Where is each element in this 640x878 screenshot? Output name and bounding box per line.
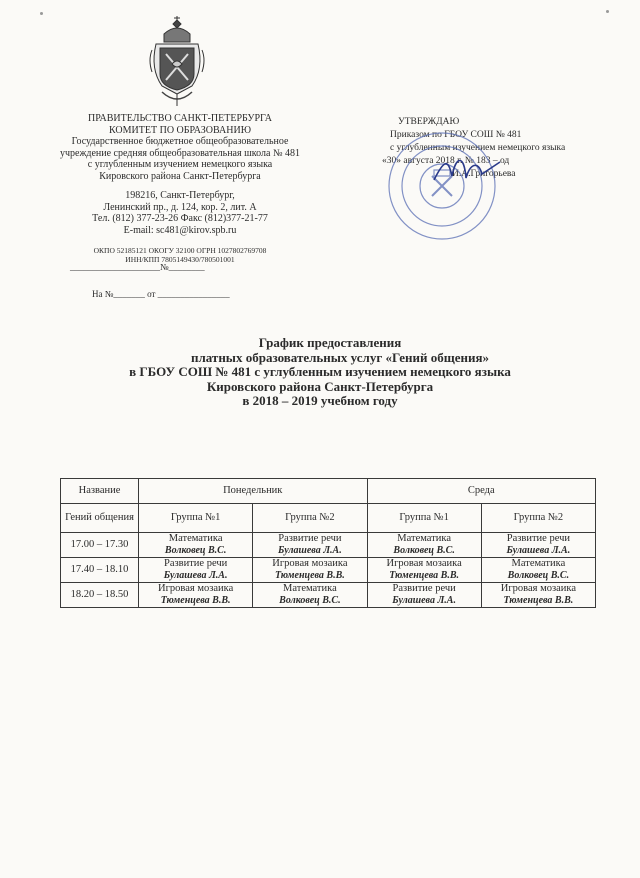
subject-label: Развитие речи	[506, 533, 571, 544]
organization-header	[30, 113, 330, 182]
table-header-row	[61, 479, 596, 504]
time-cell: 17.00 – 17.30	[61, 533, 139, 558]
lesson-cell	[253, 533, 367, 558]
day-header-wednesday: Среда	[367, 479, 596, 504]
lesson-cell	[481, 583, 595, 608]
approval-line: Приказом по ГБОУ СОШ № 481	[390, 130, 522, 140]
subject-label: Игровая мозаика	[272, 558, 348, 569]
approval-signatory: И.А.Григорьева	[452, 169, 516, 179]
title-line: платных образовательных услуг «Гений общения»	[190, 349, 490, 365]
lesson-cell	[253, 558, 367, 583]
time-cell: 17.40 – 18.10	[61, 558, 139, 583]
header-line: Кировского района Санкт-Петербурга	[99, 170, 261, 182]
service-name-cell: Гений общения	[61, 504, 139, 533]
table-row	[61, 583, 596, 608]
approval-heading: УТВЕРЖДАЮ	[398, 117, 460, 127]
teacher-label: Булашева Л.А.	[506, 545, 571, 556]
organization-address	[30, 190, 330, 236]
registration-number-line: ____________________№________	[70, 262, 205, 272]
subject-label: Математика	[397, 533, 451, 544]
reference-line: На №_______ от ________________	[92, 289, 230, 299]
lesson-cell	[253, 583, 367, 608]
teacher-label: Волковец В.С.	[164, 545, 227, 556]
group-header: Группа №2	[481, 504, 595, 533]
scan-speck	[606, 10, 609, 13]
coat-of-arms-emblem	[146, 14, 208, 109]
group-header: Группа №1	[367, 504, 481, 533]
header-line: ПРАВИТЕЛЬСТВО САНКТ-ПЕТЕРБУРГА	[88, 113, 272, 124]
title-line: График предоставления	[258, 335, 402, 350]
subject-label: Математика	[511, 558, 566, 569]
header-line: Государственное бюджетное общеобразовательное	[71, 136, 289, 147]
subject-label: Математика	[283, 583, 337, 594]
document-title	[40, 336, 600, 409]
teacher-label: Тюменцева В.В.	[275, 570, 345, 581]
lesson-cell	[139, 558, 253, 583]
subject-label: Развитие речи	[392, 583, 456, 594]
title-line: в ГБОУ СОШ № 481 с углубленным изучением немецкого языка	[129, 364, 511, 379]
title-line: Кировского района Санкт-Петербурга	[206, 378, 434, 394]
header-line: с углубленным изучением немецкого языка	[87, 159, 273, 170]
subject-label: Математика	[168, 533, 223, 544]
schedule-table	[60, 478, 596, 608]
header-line: КОМИТЕТ ПО ОБРАЗОВАНИЮ	[109, 124, 251, 136]
teacher-label: Тюменцева В.В.	[389, 570, 459, 581]
teacher-label: Булашева Л.А.	[278, 545, 342, 556]
handwritten-signature	[430, 150, 510, 190]
lesson-cell	[367, 583, 481, 608]
codes-line: ИНН/КПП 7805149430/780501001	[125, 255, 235, 264]
subject-label: Игровая мозаика	[500, 583, 576, 594]
table-subheader-row	[61, 504, 596, 533]
time-cell: 18.20 – 18.50	[61, 583, 139, 608]
lesson-cell	[367, 533, 481, 558]
lesson-cell	[367, 558, 481, 583]
teacher-label: Булашева Л.А.	[163, 570, 228, 581]
table-row	[61, 558, 596, 583]
approval-line: «30» августа 2018 г. № 183 – од	[382, 156, 510, 166]
address-line: E-mail: sc481@kirov.spb.ru	[123, 224, 237, 236]
teacher-label: Булашева Л.А.	[392, 595, 456, 606]
teacher-label: Волковец В.С.	[279, 595, 341, 606]
approval-line: с углубленным изучением немецкого языка	[390, 143, 566, 153]
scan-speck	[40, 12, 43, 15]
subject-label: Развитие речи	[278, 533, 342, 544]
teacher-label: Тюменцева В.В.	[160, 595, 231, 606]
group-header: Группа №1	[139, 504, 253, 533]
subject-label: Игровая мозаика	[386, 558, 462, 569]
teacher-label: Волковец В.С.	[507, 570, 570, 581]
subject-label: Игровая мозаика	[158, 583, 234, 594]
lesson-cell	[139, 583, 253, 608]
codes-line: ОКПО 52185121 ОКОГУ 32100 ОГРН 1027802769708	[93, 246, 267, 255]
address-line: Тел. (812) 377-23-26 Факс (812)377-21-77	[92, 213, 268, 224]
teacher-label: Тюменцева В.В.	[503, 595, 574, 606]
column-header-name: Название	[61, 479, 139, 504]
header-line: учреждение средняя общеобразовательная школа № 481	[60, 147, 300, 159]
address-line: 198216, Санкт-Петербург,	[125, 190, 235, 201]
lesson-cell	[139, 533, 253, 558]
lesson-cell	[481, 533, 595, 558]
address-line: Ленинский пр., д. 124, кор. 2, лит. А	[103, 201, 257, 213]
title-line: в 2018 – 2019 учебном году	[242, 393, 398, 408]
lesson-cell	[481, 558, 595, 583]
group-header: Группа №2	[253, 504, 367, 533]
day-header-monday: Понедельник	[139, 479, 368, 504]
subject-label: Развитие речи	[163, 558, 228, 569]
table-row	[61, 533, 596, 558]
teacher-label: Волковец В.С.	[393, 545, 455, 556]
